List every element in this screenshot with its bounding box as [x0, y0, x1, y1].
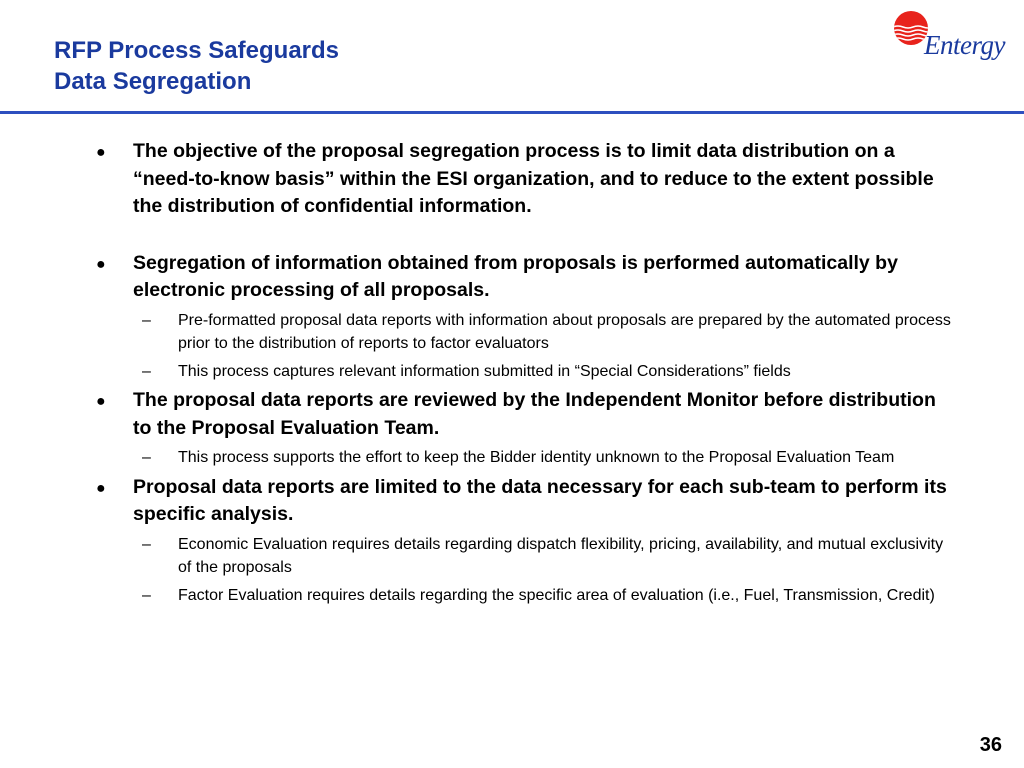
- bullet-dot-icon: ●: [96, 255, 106, 273]
- bullet-item: [94, 138, 954, 221]
- title-line-2: Data Segregation: [54, 68, 252, 95]
- title-divider: [0, 111, 1024, 114]
- title-line-1: RFP Process Safeguards: [54, 37, 340, 64]
- dash-icon: –: [142, 586, 151, 604]
- slide-title: [54, 35, 339, 97]
- entergy-logo: [890, 8, 1015, 68]
- sub-bullet-text: This process supports the effort to keep the Bidder identity unknown to the Proposal Evaluation Team: [178, 449, 895, 466]
- sub-bullet-text: Economic Evaluation requires details regarding dispatch flexibility, pricing, availability, and mutual exclusivity of the proposals: [178, 535, 944, 576]
- dash-icon: –: [142, 311, 151, 329]
- dash-icon: –: [142, 449, 151, 466]
- bullet-item: [94, 474, 954, 529]
- bullet-dot-icon: ●: [96, 479, 106, 497]
- bullet-text: The proposal data reports are reviewed by the Independent Monitor before distribution to the Proposal Evaluation Team.: [133, 389, 936, 439]
- sub-bullet-text: Pre-formatted proposal data reports with information about proposals are prepared by the automated process prior to the distribution of reports to factor evaluators: [178, 311, 951, 352]
- sub-bullet-item: [94, 584, 954, 608]
- bullet-text: Proposal data reports are limited to the data necessary for each sub-team to perform its specific analysis.: [133, 475, 947, 525]
- dash-icon: –: [142, 362, 151, 380]
- bullet-item: [94, 250, 954, 305]
- sub-bullet-item: [94, 446, 954, 470]
- bullet-dot-icon: ●: [96, 393, 106, 410]
- bullet-item: [94, 387, 954, 442]
- bullet-list: [94, 138, 954, 607]
- page-number: 36: [979, 734, 1002, 756]
- bullet-dot-icon: ●: [96, 144, 106, 161]
- dash-icon: –: [142, 535, 151, 553]
- bullet-text: The objective of the proposal segregation process is to limit data distribution on a “need-to-know basis” within the ESI organization, and to reduce to the extent possible the distribution of confidential information.: [133, 140, 934, 217]
- sub-bullet-item: [94, 533, 954, 580]
- bullet-text: Segregation of information obtained from proposals is performed automatically by electronic processing of all proposals.: [133, 251, 898, 301]
- sub-bullet-text: This process captures relevant information submitted in “Special Considerations” fields: [178, 362, 791, 380]
- sub-bullet-text: Factor Evaluation requires details regarding the specific area of evaluation (i.e., Fuel, Transmission, Credit): [178, 586, 935, 604]
- sub-bullet-item: [94, 360, 954, 384]
- sub-bullet-item: [94, 309, 954, 356]
- logo-wordmark: Entergy: [924, 30, 1005, 60]
